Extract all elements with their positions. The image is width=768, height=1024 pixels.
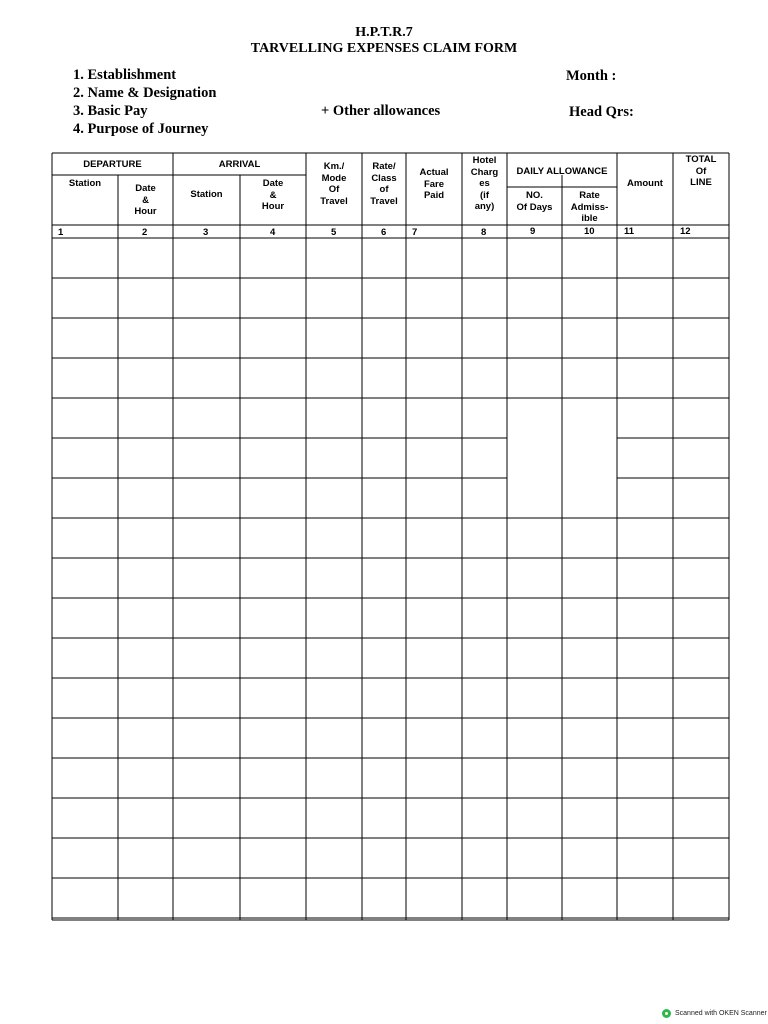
header-total-of-line: TOTAL Of LINE: [685, 154, 717, 188]
column-number: 12: [680, 226, 691, 237]
scanner-watermark: [662, 1009, 767, 1018]
column-number: 8: [481, 227, 487, 238]
header-amount: Amount: [627, 178, 663, 189]
header-departure-date-hour: Date & Hour: [134, 183, 157, 217]
scanner-text: Scanned with OKEN Scanner: [675, 1010, 767, 1017]
header-departure-station: Station: [68, 178, 102, 189]
header-rate-class-of-travel: Rate/ Class of Travel: [370, 161, 398, 207]
field-purpose-of-journey: 4. Purpose of Journey: [73, 121, 209, 137]
header-daily-allowance: DAILY ALLOWANCE: [516, 166, 608, 177]
column-number: 4: [270, 227, 276, 238]
column-number: 3: [203, 227, 209, 238]
column-number: 10: [584, 226, 595, 237]
header-km-mode-of-travel: Km./ Mode Of Travel: [320, 161, 348, 207]
field-name-designation: 2. Name & Designation: [73, 85, 217, 101]
column-number: 9: [530, 226, 536, 237]
column-number: 7: [412, 227, 418, 238]
grid-lines: [52, 153, 729, 920]
column-number: 11: [624, 226, 635, 237]
column-number: 5: [331, 227, 337, 238]
header-arrival-date-hour: Date & Hour: [261, 178, 285, 212]
column-number: 1: [58, 227, 64, 238]
form-title: TARVELLING EXPENSES CLAIM FORM: [250, 41, 518, 56]
field-basic-pay: 3. Basic Pay: [73, 103, 148, 119]
field-establishment: 1. Establishment: [73, 67, 177, 83]
header-arrival: ARRIVAL: [218, 159, 261, 170]
field-other-allowances: + Other allowances: [321, 103, 441, 119]
scanner-logo-icon: [662, 1009, 671, 1018]
header-no-of-days: NO. Of Days: [516, 190, 553, 213]
column-number: 6: [381, 227, 387, 238]
header-departure: DEPARTURE: [83, 159, 142, 170]
column-number: 2: [142, 227, 148, 238]
form-code: H.P.T.R.7: [355, 25, 413, 40]
header-rate-admissible: Rate Admiss- ible: [570, 190, 609, 224]
header-actual-fare-paid: Actual Fare Paid: [419, 167, 449, 201]
header-arrival-station: Station: [190, 189, 223, 200]
field-month: Month :: [566, 68, 617, 84]
header-hotel-charges: Hotel Charg es (if any): [470, 155, 499, 212]
field-head-qrs: Head Qrs:: [569, 104, 634, 120]
